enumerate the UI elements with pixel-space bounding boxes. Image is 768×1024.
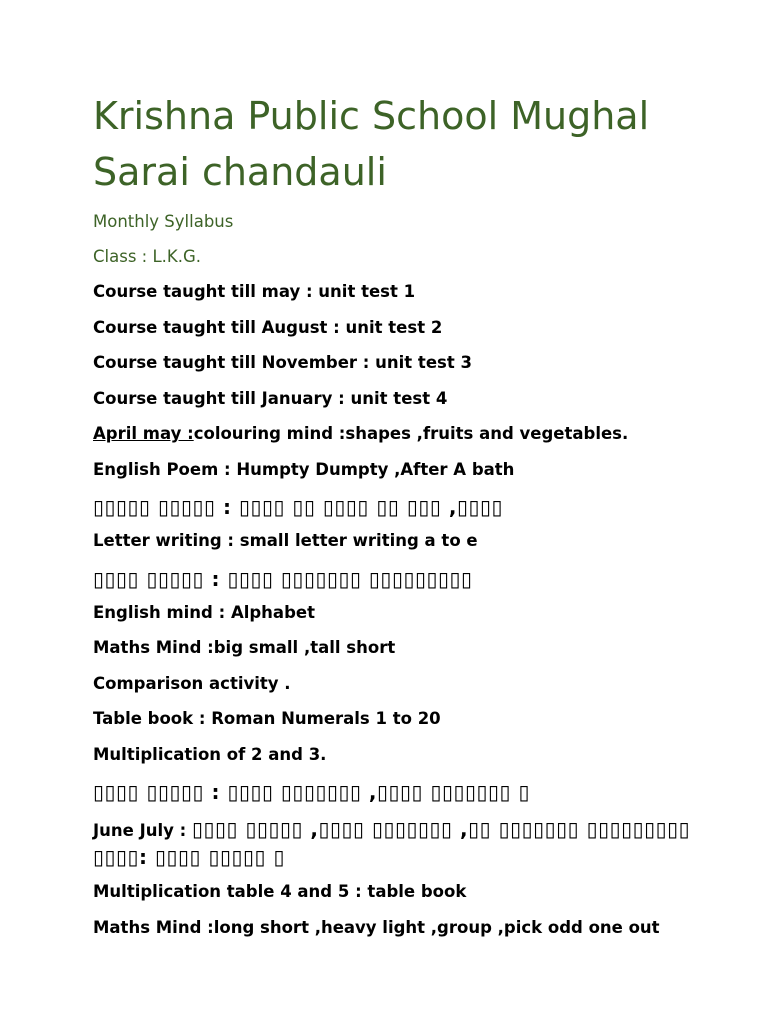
comparison-activity-line: Comparison activity . [93,673,291,693]
table-book-line: Table book : Roman Numerals 1 to 20 [93,709,441,728]
english-mind-line: English mind : Alphabet [93,602,315,622]
unit-test-4-line: Course taught till January : unit test 4 [93,388,448,408]
april-may-text: colouring mind :shapes ,fruits and vegetables. [193,424,629,443]
june-july-line [93,816,693,872]
unit-test-3-line: Course taught till November : unit test 3 [93,353,472,372]
maths-mind-line-2: Maths Mind :long short ,heavy light ,group ,pick odd one out [93,917,660,937]
class-heading: Class : L.K.G. [93,247,201,266]
monthly-syllabus-heading: Monthly Syllabus [93,212,234,231]
hindi-letter-line: ▯▯▯▯ ▯▯▯▯▯ : ▯▯▯▯ ▯▯▯▯▯▯▯ ▯▯▯▯▯▯▯▯▯ [93,566,473,591]
letter-writing-line: Letter writing : small letter writing a to e [93,531,478,550]
unit-test-1-line: Course taught till may : unit test 1 [93,282,416,301]
june-july-text: ▯▯▯▯ ▯▯▯▯▯ ,▯▯▯▯ ▯▯▯▯▯▯▯ ,▯▯ ▯▯▯▯▯▯▯ ▯▯▯▯▯▯▯▯▯ ▯▯▯▯: ▯▯▯▯ ▯▯▯▯▯ ▯ [93,817,691,869]
april-may-label: April may : [93,424,194,443]
unit-test-2-line: Course taught till August : unit test 2 [93,317,443,337]
hindi-book-line: ▯▯▯▯ ▯▯▯▯▯ : ▯▯▯▯ ▯▯▯▯▯▯▯ ,▯▯▯▯ ▯▯▯▯▯▯▯ ▯ [93,780,531,804]
document-page [93,88,693,953]
multiplication-line-1: Multiplication of 2 and 3. [93,744,327,764]
june-july-label: June July : [93,821,192,840]
maths-mind-line-1: Maths Mind :big small ,tall short [93,638,396,657]
english-poem-line: English Poem : Humpty Dumpty ,After A bath [93,459,515,479]
april-may-line [93,424,693,444]
school-title: Krishna Public School Mughal Sarai chandauli [93,94,650,194]
hindi-poem-line: ▯▯▯▯▯ ▯▯▯▯▯ : ▯▯▯▯ ▯▯ ▯▯▯▯ ▯▯ ▯▯▯ ,▯▯▯▯ [93,495,503,519]
multiplication-line-2: Multiplication table 4 and 5 : table book [93,882,467,901]
